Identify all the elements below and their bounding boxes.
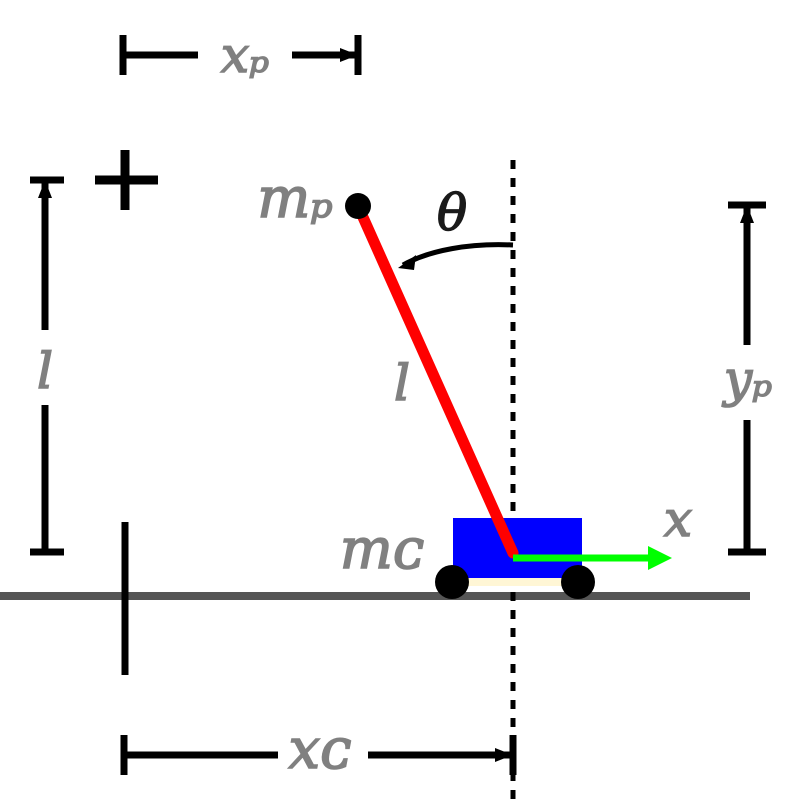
- cart-axle: [452, 578, 578, 586]
- cart-wheel-right: [561, 565, 595, 599]
- cart-wheel-left: [435, 565, 469, 599]
- theta-arc: [403, 245, 513, 265]
- theta-arc-arrowhead: [398, 255, 416, 270]
- mp-label: mₚ: [257, 166, 333, 231]
- xp-label: xₚ: [220, 26, 270, 84]
- mc-label: mᴄ: [339, 517, 425, 582]
- pole-length-label: l: [394, 354, 410, 412]
- yp-label: yₚ: [723, 350, 773, 408]
- left-length-label: l: [37, 342, 53, 400]
- x-axis-label: x: [663, 490, 693, 548]
- theta-label: θ: [436, 184, 468, 242]
- pendulum-pole: [358, 206, 513, 553]
- xc-label: xᴄ: [288, 717, 352, 782]
- x-axis-arrowhead: [648, 546, 672, 570]
- cart-body: [453, 518, 582, 580]
- pendulum-mass-point: [345, 193, 371, 219]
- plus-cross-icon: [95, 150, 158, 210]
